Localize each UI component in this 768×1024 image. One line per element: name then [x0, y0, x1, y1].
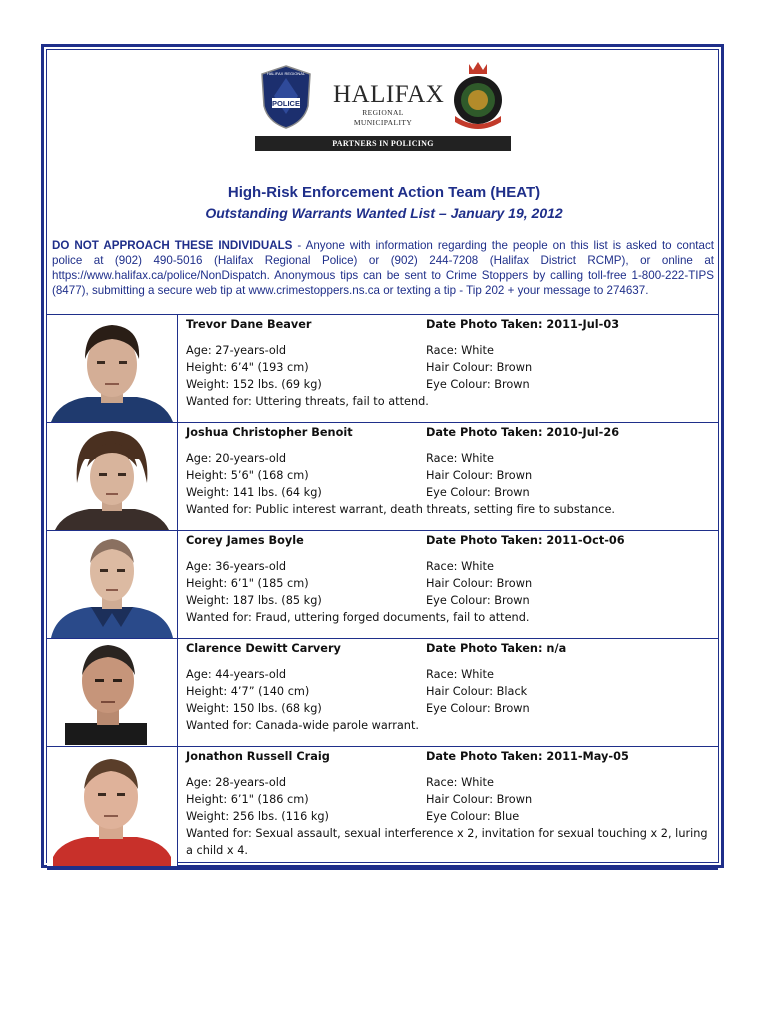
notice-paragraph [52, 238, 714, 298]
municipality-name: HALIFAX [333, 81, 445, 108]
person-name: Clarence Dewitt Carvery [186, 642, 341, 655]
date-photo-taken: Date Photo Taken: 2011-May-05 [426, 750, 629, 763]
partners-in-policing-banner: PARTNERS IN POLICING [255, 136, 511, 151]
person-eye: Eye Colour: Brown [426, 702, 530, 715]
person-hair: Hair Colour: Brown [426, 361, 533, 374]
person-details [186, 748, 716, 859]
person-height: Height: 4’7” (140 cm) [186, 685, 310, 698]
person-weight: Weight: 152 lbs. (69 kg) [186, 378, 322, 391]
person-eye: Eye Colour: Brown [426, 594, 530, 607]
person-race: Race: White [426, 344, 494, 357]
person-hair: Hair Colour: Brown [426, 793, 533, 806]
mugshot-photo [47, 639, 178, 746]
page-subtitle: Outstanding Warrants Wanted List – January 19, 2012 [205, 205, 563, 221]
date-photo-taken: Date Photo Taken: 2010-Jul-26 [426, 426, 620, 439]
rcmp-crest-logo [447, 60, 509, 132]
notice-body: - Anyone with information regarding the people on this list is asked to contact police at (902) 490-5016 (Halifax Regional Police) or (902) 244-7208 (Halifax District RCMP), or online at https://www.halifax.ca/police/NonDispatch. Anonymous tips can be sent to Crime Stoppers by calling toll-free 1-800-222-TIPS (8477), submitting a secure web tip at www.crimestoppers.ns.ca or texting a tip - Tip 202 + your message to 274637. [52, 239, 714, 297]
person-race: Race: White [426, 452, 494, 465]
person-details [186, 424, 716, 518]
person-details [186, 640, 716, 734]
wanted-for: Wanted for: Fraud, uttering forged documents, fail to attend. [186, 611, 530, 624]
police-badge-logo [258, 64, 314, 130]
person-name: Joshua Christopher Benoit [186, 426, 353, 439]
person-name: Corey James Boyle [186, 534, 304, 547]
mugshot-photo [47, 423, 178, 530]
wanted-for: Wanted for: Canada-wide parole warrant. [186, 719, 419, 732]
person-age: Age: 44-years-old [186, 668, 287, 681]
person-eye: Eye Colour: Brown [426, 378, 530, 391]
person-name: Trevor Dane Beaver [186, 318, 312, 331]
date-photo-taken: Date Photo Taken: 2011-Oct-06 [426, 534, 625, 547]
person-weight: Weight: 150 lbs. (68 kg) [186, 702, 322, 715]
person-age: Age: 36-years-old [186, 560, 287, 573]
person-height: Height: 6’1" (185 cm) [186, 577, 309, 590]
mugshot-photo [47, 747, 178, 867]
person-eye: Eye Colour: Brown [426, 486, 530, 499]
partner-logos [255, 60, 511, 152]
person-details [186, 316, 716, 410]
notice-warning: DO NOT APPROACH THESE INDIVIDUALS [52, 239, 293, 252]
person-race: Race: White [426, 560, 494, 573]
mugshot-photo [47, 315, 178, 422]
wanted-row [47, 314, 718, 422]
svg-text:POLICE: POLICE [272, 99, 300, 108]
person-height: Height: 6’1" (186 cm) [186, 793, 309, 806]
person-eye: Eye Colour: Blue [426, 810, 520, 823]
page-title: High-Risk Enforcement Action Team (HEAT) [227, 184, 541, 201]
wanted-for: Wanted for: Uttering threats, fail to attend. [186, 395, 429, 408]
municipality-subtitle: REGIONAL MUNICIPALITY [353, 108, 413, 127]
person-name: Jonathon Russell Craig [186, 750, 330, 763]
wanted-row [47, 746, 718, 870]
person-height: Height: 6’4" (193 cm) [186, 361, 309, 374]
person-weight: Weight: 187 lbs. (85 kg) [186, 594, 322, 607]
date-photo-taken: Date Photo Taken: n/a [426, 642, 567, 655]
wanted-for: Wanted for: Public interest warrant, death threats, setting fire to substance. [186, 503, 615, 516]
person-hair: Hair Colour: Brown [426, 577, 533, 590]
person-height: Height: 5’6" (168 cm) [186, 469, 309, 482]
person-weight: Weight: 256 lbs. (116 kg) [186, 810, 329, 823]
person-age: Age: 27-years-old [186, 344, 287, 357]
person-age: Age: 28-years-old [186, 776, 287, 789]
person-hair: Hair Colour: Black [426, 685, 528, 698]
person-weight: Weight: 141 lbs. (64 kg) [186, 486, 322, 499]
mugshot-photo [47, 531, 178, 638]
person-hair: Hair Colour: Brown [426, 469, 533, 482]
svg-text:HALIFAX REGIONAL: HALIFAX REGIONAL [266, 71, 306, 76]
person-age: Age: 20-years-old [186, 452, 287, 465]
wanted-table [47, 314, 718, 870]
person-details [186, 532, 716, 626]
person-race: Race: White [426, 668, 494, 681]
date-photo-taken: Date Photo Taken: 2011-Jul-03 [426, 318, 620, 331]
wanted-for: Wanted for: Sexual assault, sexual interference x 2, invitation for sexual touching x 2, luring a child x 4. [186, 827, 708, 857]
halifax-municipality-logo [333, 81, 445, 127]
wanted-row [47, 422, 718, 530]
wanted-row [47, 638, 718, 746]
person-race: Race: White [426, 776, 494, 789]
wanted-row [47, 530, 718, 638]
